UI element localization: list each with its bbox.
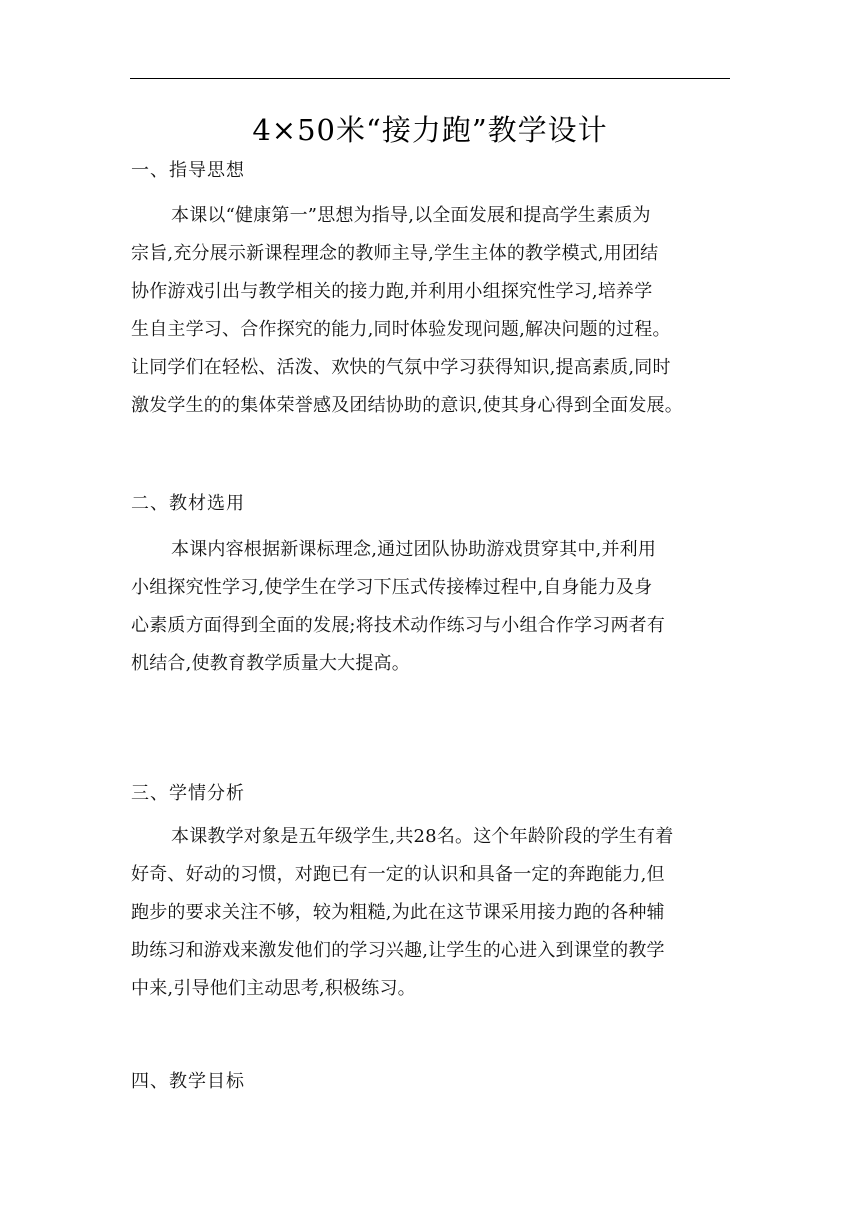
paragraph-line: 跑步的要求关注不够，较为粗糙,为此在这节课采用接力跑的各种辅 [131, 902, 665, 923]
header-rule [130, 78, 730, 79]
paragraph-line: 机结合,使教育教学质量大大提高。 [131, 653, 410, 674]
paragraph-line: 本课内容根据新课标理念,通过团队协助游戏贯穿其中,并利用 [171, 539, 657, 560]
paragraph-line: 助练习和游戏来激发他们的学习兴趣,让学生的心进入到课堂的教学 [131, 940, 665, 961]
section-body-material-selection [131, 531, 736, 683]
section-heading-teaching-objectives: 四、教学目标 [131, 1071, 245, 1092]
paragraph-line: 激发学生的的集体荣誉感及团结协助的意识,使其身心得到全面发展。 [131, 395, 683, 416]
paragraph-line: 本课以“健康第一”思想为指导,以全面发展和提高学生素质为 [171, 205, 651, 226]
document-title: 4×50米“接力跑”教学设计 [252, 113, 608, 147]
paragraph-line: 中来,引导他们主动思考,积极练习。 [131, 978, 416, 999]
section-heading-material-selection: 二、教材选用 [131, 493, 245, 514]
section-heading-guiding-ideology: 一、指导思想 [131, 160, 245, 181]
section-body-guiding-ideology [131, 197, 736, 425]
paragraph-line: 让同学们在轻松、活泼、欢快的气氛中学习获得知识,提高素质,同时 [131, 357, 671, 378]
section-heading-student-analysis: 三、学情分析 [131, 783, 245, 804]
paragraph-line: 协作游戏引出与教学相关的接力跑,并利用小组探究性学习,培养学 [131, 281, 653, 302]
section-body-student-analysis [131, 818, 736, 1008]
paragraph-line: 生自主学习、合作探究的能力,同时体验发现问题,解决问题的过程。 [131, 319, 671, 340]
paragraph-line: 心素质方面得到全面的发展;将技术动作练习与小组合作学习两者有 [131, 615, 666, 636]
paragraph-line: 小组探究性学习,使学生在学习下压式传接棒过程中,自身能力及身 [131, 577, 653, 598]
paragraph-line: 好奇、好动的习惯，对跑已有一定的认识和具备一定的奔跑能力,但 [131, 864, 665, 885]
paragraph-line: 本课教学对象是五年级学生,共28名。这个年龄阶段的学生有着 [171, 826, 674, 847]
paragraph-line: 宗旨,充分展示新课程理念的教师主导,学生主体的教学模式,用团结 [131, 243, 659, 264]
